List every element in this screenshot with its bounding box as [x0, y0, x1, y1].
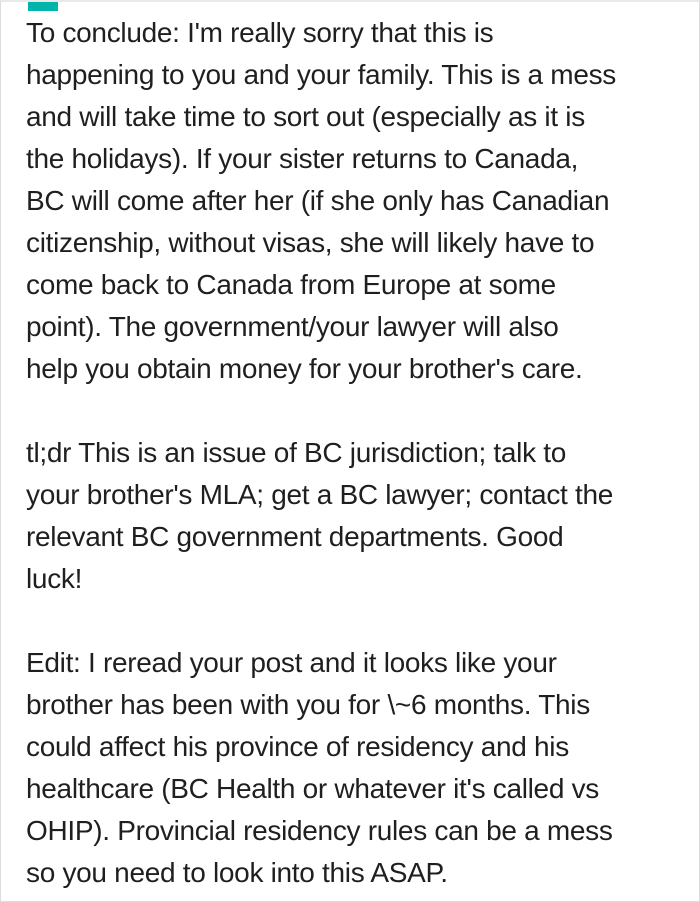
comment-line: point). The government/your lawyer will also — [26, 311, 559, 342]
comment-line: citizenship, without visas, she will likely have to — [26, 227, 595, 258]
comment-paragraph — [26, 642, 677, 894]
comment-line: help you obtain money for your brother's care. — [26, 353, 583, 384]
comment-line: the holidays). If your sister returns to Canada, — [26, 143, 579, 174]
comment-line: happening to you and your family. This is a mess — [26, 59, 616, 90]
comment-line: relevant BC government departments. Good — [26, 521, 564, 552]
comment-line: Edit: I reread your post and it looks like your — [26, 647, 557, 678]
comment-line: brother has been with you for \~6 months. This — [26, 689, 590, 720]
comment-line: tl;dr This is an issue of BC jurisdiction; talk to — [26, 437, 567, 468]
comment-line: BC will come after her (if she only has Canadian — [26, 185, 610, 216]
comment-line: could affect his province of residency and his — [26, 731, 569, 762]
comment-paragraph — [26, 12, 677, 390]
comment-line: come back to Canada from Europe at some — [26, 269, 556, 300]
comment-line: OHIP). Provincial residency rules can be a mess — [26, 815, 613, 846]
comment-line: and will take time to sort out (especially as it is — [26, 101, 585, 132]
comment-text — [1, 2, 699, 894]
comment-paragraph — [26, 432, 677, 600]
comment-line: luck! — [26, 563, 83, 594]
comment-line: so you need to look into this ASAP. — [26, 857, 448, 888]
comment-line: your brother's MLA; get a BC lawyer; contact the — [26, 479, 613, 510]
comment-line: healthcare (BC Health or whatever it's called vs — [26, 773, 599, 804]
comment-line: To conclude: I'm really sorry that this is — [26, 17, 494, 48]
teal-corner-mark — [28, 2, 58, 11]
